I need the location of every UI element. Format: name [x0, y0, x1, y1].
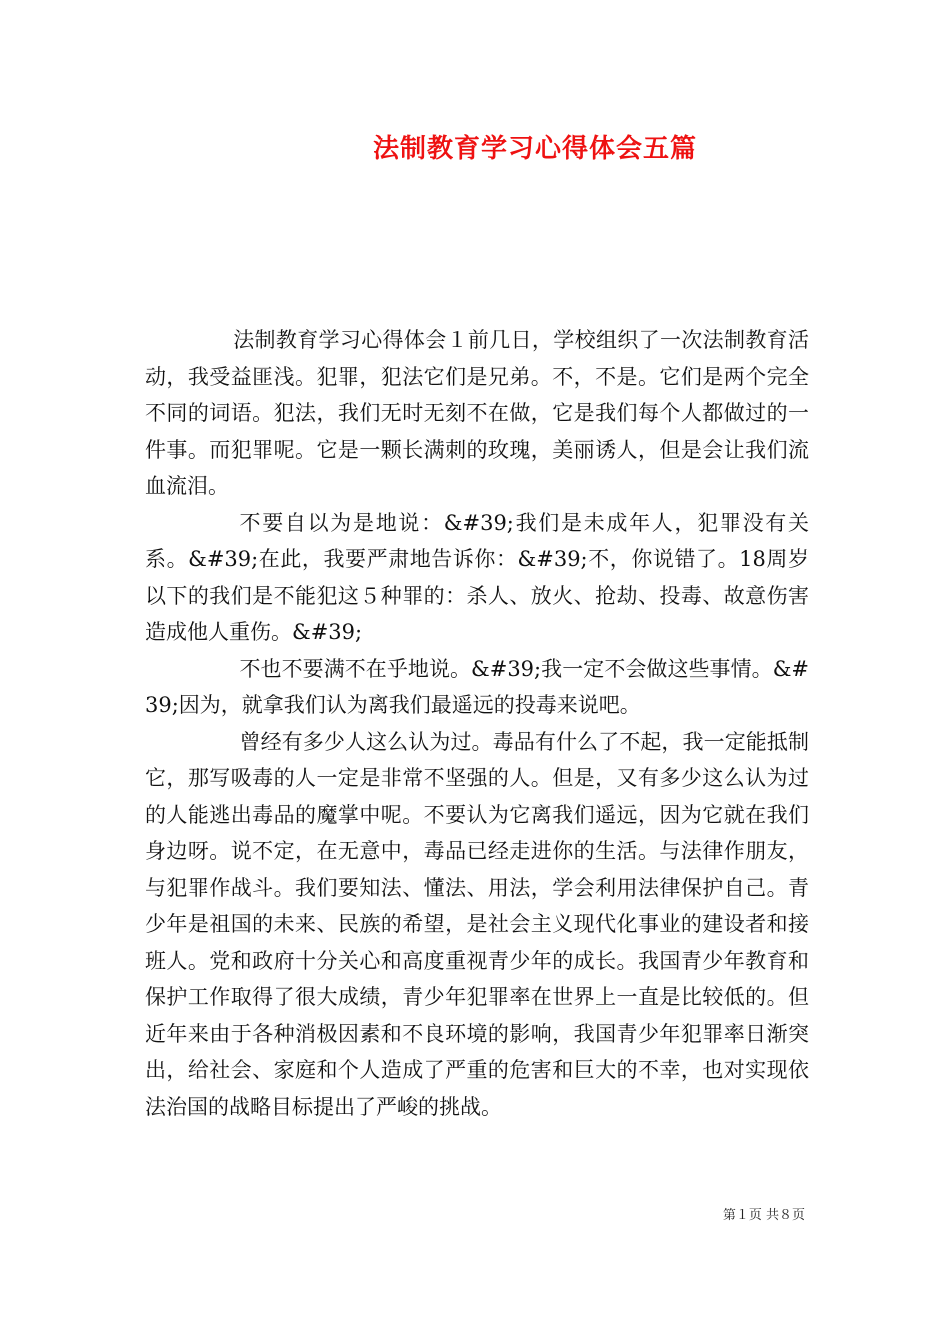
page-number: 第１页 共８页	[722, 1208, 805, 1223]
document-title: 法制教育学习心得体会五篇	[372, 134, 697, 164]
paragraph-4: 曾经有多少人这么认为过。毒品有什么了不起，我一定能抵制它，那写吸毒的人一定是非常不坚强的人。但是，又有多少这么认为过的人能逃出毒品的魔掌中呢。不要认为它离我们遥远，因为它就在我们身边呀。说不定，在无意中，毒品已经走进你的生活。与法律作朋友，与犯罪作战斗。我们要知法、懂法、用法，学会利用法律保护自己。青少年是祖国的未来、民族的希望，是社会主义现代化事业的建设者和接班人。党和政府十分关心和高度重视青少年的成长。我国青少年教育和保护工作取得了很大成绩，青少年犯罪率在世界上一直是比较低的。但近年来由于各种消极因素和不良环境的影响，我国青少年犯罪率日渐突出，给社会、家庭和个人造成了严重的危害和巨大的不幸，也对实现依法治国的战略目标提出了严峻的挑战。	[145, 729, 809, 1119]
paragraph-2: 不要自以为是地说：&#39;我们是未成年人，犯罪没有关系。&#39;在此，我要严肃地告诉你：&#39;不，你说错了。18周岁以下的我们是不能犯这５种罪的：杀人、放火、抢劫、投毒、故意伤害造成他人重伤。&#39;	[145, 510, 809, 644]
document-body	[145, 322, 809, 1125]
paragraph-1: 法制教育学习心得体会１前几日，学校组织了一次法制教育活动，我受益匪浅。犯罪，犯法它们是兄弟。不，不是。它们是两个完全不同的词语。犯法，我们无时无刻不在做，它是我们每个人都做过的一件事。而犯罪呢。它是一颗长满刺的玫瑰，美丽诱人，但是会让我们流血流泪。	[145, 328, 809, 498]
paragraph-3: 不也不要满不在乎地说。&#39;我一定不会做这些事情。&#39;因为，就拿我们认为离我们最遥远的投毒来说吧。	[145, 656, 809, 717]
